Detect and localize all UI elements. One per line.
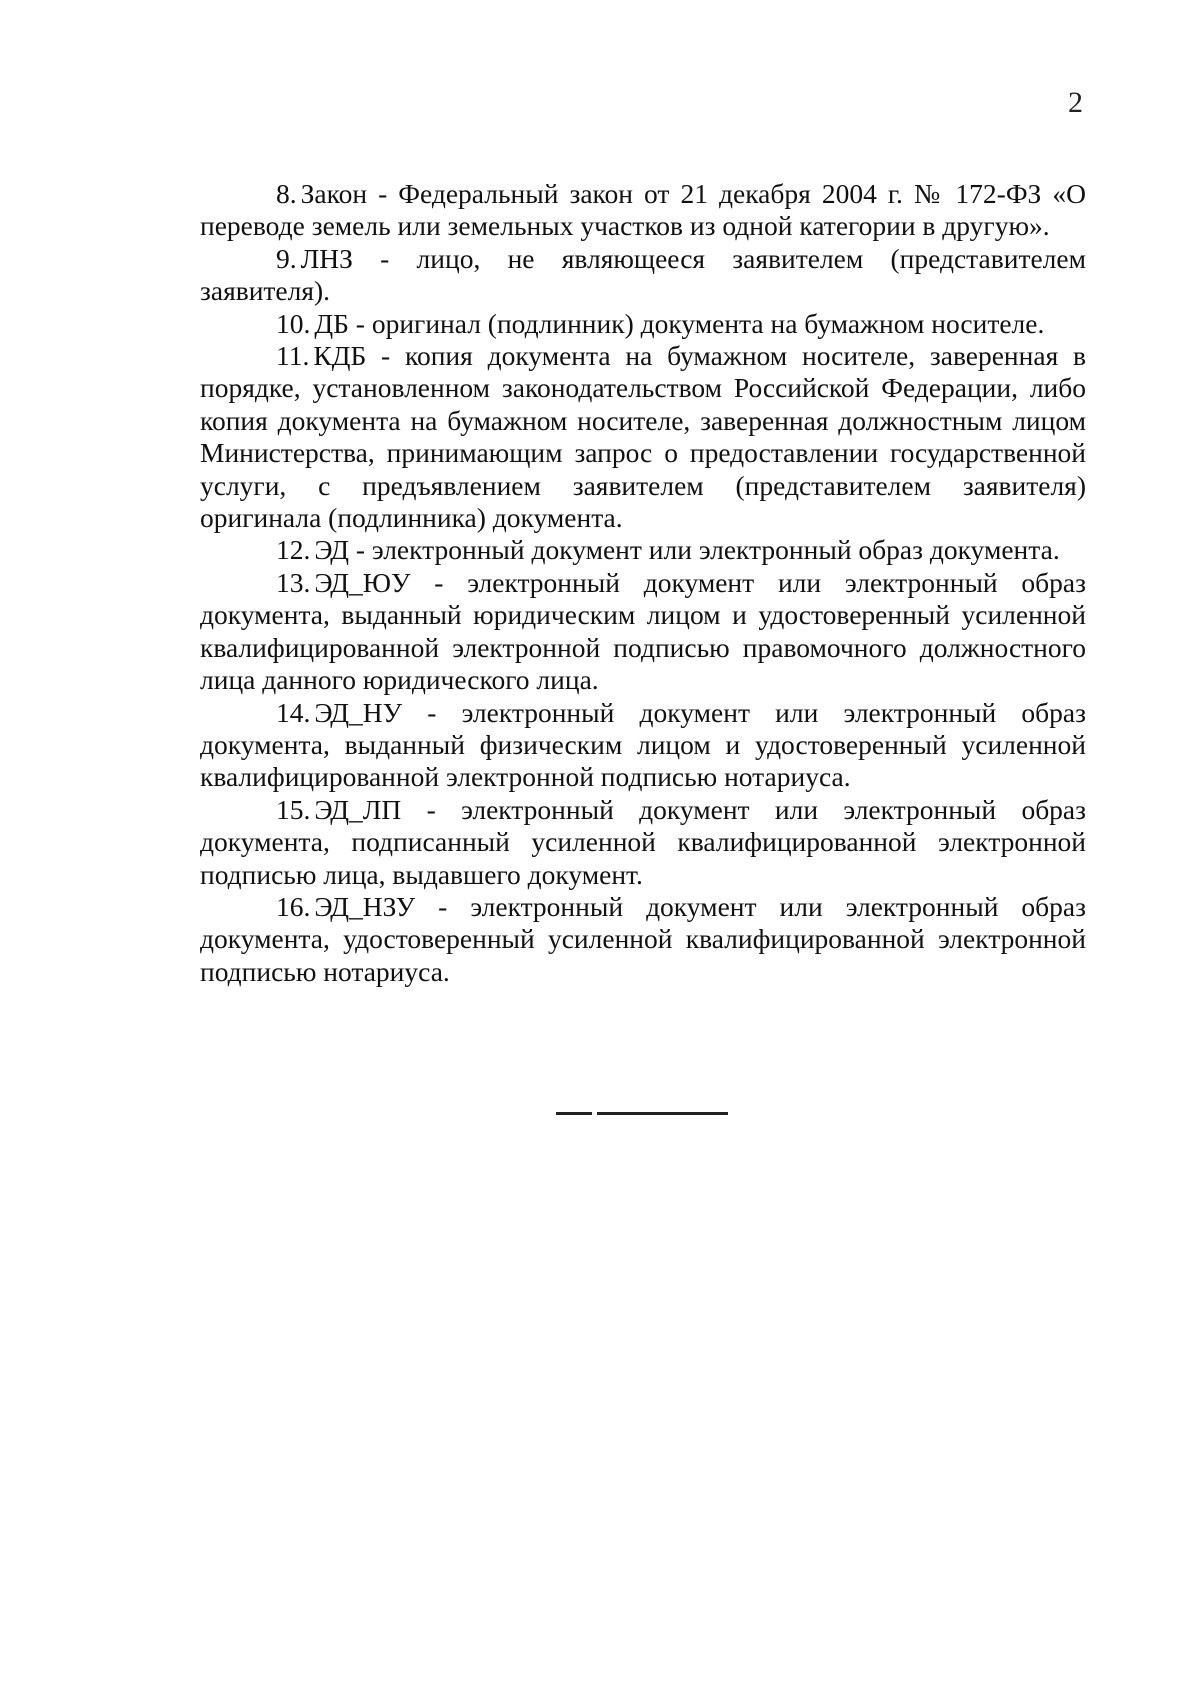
item-text: ЭД_НУ - электронный документ или электронный образ документа, выданный физическим лицом и удостоверенный усиленной квалифицированной электронной подписью нотариуса. bbox=[200, 696, 1086, 793]
definition-item-16 bbox=[200, 891, 1086, 988]
item-text: КДБ - копия документа на бумажном носителе, заверенная в порядке, установленном законодательством Российской Федерации, либо копия документа на бумажном носителе, заверенная должностным лицом Министерства, принимающим запрос о предоставлении государственной услуги, с предъявлением заявителем (представителем заявителя) оригинала (подлинника) документа. bbox=[200, 340, 1086, 534]
definition-item-9 bbox=[200, 243, 1086, 308]
definition-item-11 bbox=[200, 340, 1086, 534]
definitions-list bbox=[200, 178, 1086, 988]
item-number: 9. bbox=[276, 242, 297, 274]
divider-gap bbox=[592, 1112, 597, 1115]
definition-item-12 bbox=[200, 534, 1086, 566]
item-text: ЭД - электронный документ или электронный образ документа. bbox=[314, 534, 1060, 566]
item-text: ДБ - оригинал (подлинник) документа на бумажном носителе. bbox=[314, 307, 1045, 339]
definition-item-14 bbox=[200, 697, 1086, 794]
item-text: ЭД_ЮУ - электронный документ или электронный образ документа, выданный юридическим лицом и удостоверенный усиленной квалифицированной электронной подписью правомочного должностного лица данного юридического лица. bbox=[200, 566, 1086, 696]
item-number: 12. bbox=[276, 534, 311, 566]
item-number: 8. bbox=[276, 178, 297, 209]
item-number: 13. bbox=[276, 566, 311, 598]
item-text: ЭД_ЛП - электронный документ или электронный образ документа, подписанный усиленной квалифицированной электронной подписью лица, выдавшего документ. bbox=[200, 793, 1086, 890]
page-number: 2 bbox=[1068, 86, 1083, 119]
item-number: 11. bbox=[276, 340, 310, 372]
item-text: Закон - Федеральный закон от 21 декабря 2004 г. № 172-ФЗ «О переводе земель или земельных участков из одной категории в другую». bbox=[200, 178, 1086, 242]
item-text: ЭД_НЗУ - электронный документ или электронный образ документа, удостоверенный усиленной квалифицированной электронной подписью нотариуса. bbox=[200, 890, 1086, 987]
definition-item-13 bbox=[200, 567, 1086, 697]
definition-item-8 bbox=[200, 178, 1086, 243]
item-number: 16. bbox=[276, 890, 311, 922]
end-divider bbox=[556, 1112, 728, 1115]
definition-item-10 bbox=[200, 308, 1086, 340]
item-text: ЛНЗ - лицо, не являющееся заявителем (представителем заявителя). bbox=[200, 242, 1086, 307]
definition-item-15 bbox=[200, 794, 1086, 891]
item-number: 14. bbox=[276, 696, 311, 728]
item-number: 10. bbox=[276, 307, 311, 339]
item-number: 15. bbox=[276, 793, 311, 825]
